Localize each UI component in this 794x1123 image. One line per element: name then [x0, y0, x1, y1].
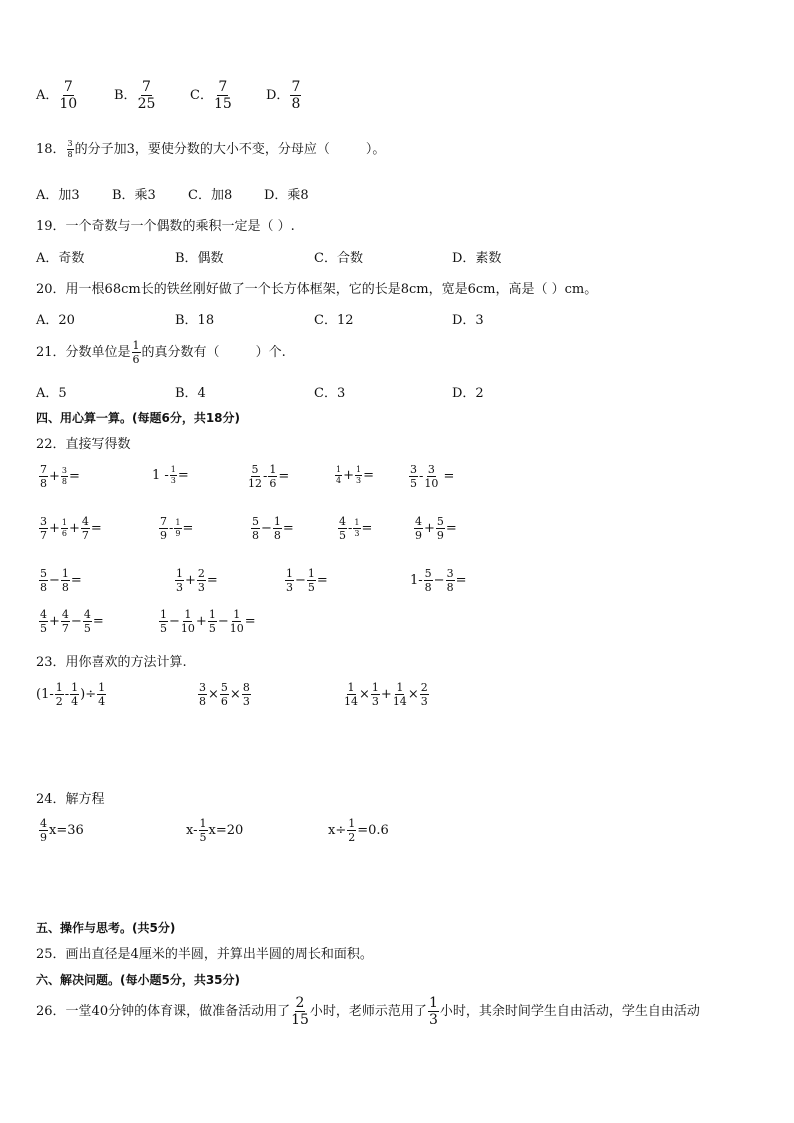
fraction: $\frac{4}{9}$ — [40, 817, 47, 844]
q17-option-d[interactable]: D． $\frac{7}{8}$ — [266, 79, 301, 112]
fraction: $\frac{1}{6}$ — [61, 518, 67, 538]
fraction: $\frac{4}{9}$ — [415, 515, 422, 542]
fraction: $\frac{1}{3}$ — [354, 518, 360, 538]
q19-option-c[interactable]: C．合数 — [314, 251, 363, 266]
q20-option-d[interactable]: D．3 — [452, 313, 484, 328]
q21-option-b[interactable]: B．4 — [175, 386, 206, 401]
q22-r2-e4: $\frac{4}{5}$ - $\frac{1}{3}$ = — [339, 515, 373, 542]
fraction: $\frac{1}{2}$ — [348, 817, 356, 844]
fraction: $\frac{3}{8}$ — [67, 139, 73, 159]
q17-option-c[interactable]: C． $\frac{7}{15}$ — [190, 79, 232, 112]
q22-r1-e4: $\frac{1}{4}$ + $\frac{1}{3}$ = — [336, 465, 374, 485]
q21-option-c[interactable]: C．3 — [314, 386, 346, 401]
fraction: $\frac{5}{8}$ — [252, 515, 259, 542]
q22-r3-e3: $\frac{1}{3}$ − $\frac{1}{5}$ = — [286, 567, 328, 594]
section-4-heading: 四、用心算一算。(每题6分，共18分) — [36, 411, 241, 425]
fraction: $\frac{7}{10}$ — [59, 79, 78, 112]
q20-option-b[interactable]: B．18 — [175, 313, 215, 328]
fraction: $\frac{1}{5}$ — [307, 567, 315, 594]
fraction: $\frac{3}{10}$ — [424, 463, 439, 490]
q22-r2-e3: $\frac{5}{8}$ − $\frac{1}{8}$ = — [252, 515, 294, 542]
q20-option-a[interactable]: A．20 — [36, 313, 75, 328]
fraction: $\frac{4}{5}$ — [339, 515, 346, 542]
q22-r4-e1: $\frac{4}{5}$ + $\frac{4}{7}$ − $\frac{4}{5}$ = — [40, 608, 104, 635]
fraction: $\frac{1}{8}$ — [61, 567, 69, 594]
q21-option-d[interactable]: D．2 — [452, 386, 484, 401]
q22-r1-e1: $\frac{7}{8}$ + $\frac{3}{8}$ = — [40, 463, 80, 490]
fraction: $\frac{1}{10}$ — [180, 608, 195, 635]
fraction: $\frac{2}{15}$ — [291, 995, 309, 1028]
fraction: $\frac{3}{7}$ — [40, 515, 47, 542]
fraction: $\frac{1}{5}$ — [208, 608, 216, 635]
q19-option-b[interactable]: B．偶数 — [175, 251, 224, 266]
fraction: $\frac{3}{8}$ — [446, 567, 454, 594]
fraction: $\frac{1}{3}$ — [176, 567, 183, 594]
fraction: $\frac{1}{4}$ — [71, 681, 79, 708]
fraction: $\frac{4}{5}$ — [40, 608, 47, 635]
fraction: $\frac{7}{9}$ — [160, 515, 167, 542]
fraction: $\frac{1}{14}$ — [344, 681, 358, 708]
fraction: $\frac{7}{15}$ — [213, 79, 232, 112]
q22-r2-e1: $\frac{3}{7}$ + $\frac{1}{6}$ + $\frac{4}{7}$ = — [40, 515, 102, 542]
q23-expr-2: $\frac{3}{8}$ × $\frac{5}{6}$ × $\frac{8}{3}$ — [199, 681, 250, 708]
q19-stem: 19．一个奇数与一个偶数的乘积一定是（ ）. — [36, 219, 295, 234]
q24-eq-1: $\frac{4}{9}$ x=36 — [40, 817, 84, 844]
q18-option-b[interactable]: B．乘3 — [112, 188, 156, 203]
q18-option-a[interactable]: A．加3 — [36, 188, 80, 203]
fraction: $\frac{1}{6}$ — [269, 463, 277, 490]
fraction: $\frac{5}{8}$ — [40, 567, 47, 594]
fraction: $\frac{5}{12}$ — [248, 463, 262, 490]
q19-option-a[interactable]: A．奇数 — [36, 251, 85, 266]
q20-stem: 20．用一根68cm长的铁丝刚好做了一个长方体框架，它的长是8cm，宽是6cm，高是（ ）cm。 — [36, 282, 598, 297]
fraction: $\frac{5}{9}$ — [436, 515, 444, 542]
q17-option-b[interactable]: B． $\frac{7}{25}$ — [114, 79, 156, 112]
fraction: $\frac{1}{8}$ — [273, 515, 281, 542]
fraction: $\frac{1}{3}$ — [428, 995, 438, 1028]
q22-r2-e2: $\frac{7}{9}$ - $\frac{1}{9}$ = — [160, 515, 194, 542]
fraction: $\frac{3}{5}$ — [410, 463, 417, 490]
q24-title: 24．解方程 — [36, 792, 105, 807]
q21-option-a[interactable]: A．5 — [36, 386, 67, 401]
q22-r3-e4: 1- $\frac{5}{8}$ − $\frac{3}{8}$ = — [410, 567, 467, 594]
q22-r3-e2: $\frac{1}{3}$ + $\frac{2}{3}$ = — [176, 567, 218, 594]
q19-option-d[interactable]: D．素数 — [452, 251, 502, 266]
q22-r1-e3: $\frac{5}{12}$ - $\frac{1}{6}$ = — [248, 463, 290, 490]
fraction: $\frac{4}{5}$ — [83, 608, 91, 635]
q23-expr-3: $\frac{1}{14}$ × $\frac{1}{3}$ + $\frac{1}{14}$ × $\frac{2}{3}$ — [344, 681, 428, 708]
fraction: $\frac{1}{3}$ — [170, 465, 176, 485]
q22-r4-e2: $\frac{1}{5}$ − $\frac{1}{10}$ + $\frac{1}{5}$ − $\frac{1}{10}$ = — [160, 608, 256, 635]
fraction: $\frac{7}{8}$ — [40, 463, 47, 490]
fraction: $\frac{5}{8}$ — [424, 567, 432, 594]
fraction: $\frac{1}{9}$ — [175, 518, 181, 538]
q23-expr-1: (1- $\frac{1}{2}$ - $\frac{1}{4}$ )÷ $\frac{1}{4}$ — [36, 681, 106, 708]
q22-r1-e2: 1 - $\frac{1}{3}$ = — [152, 465, 189, 485]
fraction: $\frac{7}{8}$ — [291, 79, 301, 112]
fraction: $\frac{7}{25}$ — [137, 79, 156, 112]
fraction: $\frac{2}{3}$ — [420, 681, 428, 708]
fraction: $\frac{5}{6}$ — [220, 681, 228, 708]
fraction: $\frac{3}{8}$ — [61, 466, 67, 486]
q23-title: 23．用你喜欢的方法计算. — [36, 655, 187, 670]
fraction: $\frac{1}{5}$ — [160, 608, 167, 635]
fraction: $\frac{1}{3}$ — [356, 465, 362, 485]
fraction: $\frac{1}{6}$ — [132, 339, 140, 366]
fraction: $\frac{1}{14}$ — [392, 681, 407, 708]
q17-option-a[interactable]: A． $\frac{7}{10}$ — [36, 79, 78, 112]
q18-option-c[interactable]: C．加8 — [188, 188, 233, 203]
fraction: $\frac{1}{2}$ — [55, 681, 63, 708]
fraction: $\frac{1}{10}$ — [229, 608, 244, 635]
fraction: $\frac{4}{7}$ — [81, 515, 89, 542]
q24-eq-2: x- $\frac{1}{5}$ x=20 — [186, 817, 244, 844]
fraction: $\frac{2}{3}$ — [197, 567, 205, 594]
fraction: $\frac{1}{4}$ — [98, 681, 106, 708]
q22-r3-e1: $\frac{5}{8}$ − $\frac{1}{8}$ = — [40, 567, 82, 594]
q25-stem: 25．画出直径是4厘米的半圆，并算出半圆的周长和面积。 — [36, 947, 373, 962]
q22-title: 22．直接写得数 — [36, 437, 131, 452]
fraction: $\frac{1}{3}$ — [371, 681, 379, 708]
q18-stem: 18． $\frac{3}{8}$ 的分子加3，要使分数的大小不变，分母应（ ）。 — [36, 139, 386, 159]
q22-r1-e5: $\frac{3}{5}$ - $\frac{3}{10}$ = — [410, 463, 455, 490]
q20-option-c[interactable]: C．12 — [314, 313, 354, 328]
fraction: $\frac{4}{7}$ — [61, 608, 69, 635]
q22-r2-e5: $\frac{4}{9}$ + $\frac{5}{9}$ = — [415, 515, 457, 542]
fraction: $\frac{8}{3}$ — [242, 681, 250, 708]
q24-eq-3: x÷ $\frac{1}{2}$ =0.6 — [328, 817, 389, 844]
section-5-heading: 五、操作与思考。(共5分) — [36, 921, 176, 935]
q21-stem: 21．分数单位是 $\frac{1}{6}$ 的真分数有（ ）个. — [36, 339, 286, 366]
fraction: $\frac{1}{5}$ — [199, 817, 207, 844]
fraction: $\frac{3}{8}$ — [199, 681, 206, 708]
section-6-heading: 六、解决问题。(每小题5分，共35分) — [36, 973, 241, 987]
q26-stem: 26．一堂40分钟的体育课，做准备活动用了 $\frac{2}{15}$ 小时，老师示范用了 $\frac{1}{3}$ 小时，其余时间学生自由活动，学生自由活动 — [36, 995, 700, 1028]
fraction: $\frac{1}{4}$ — [336, 465, 342, 485]
fraction: $\frac{1}{3}$ — [286, 567, 293, 594]
q18-option-d[interactable]: D．乘8 — [264, 188, 309, 203]
